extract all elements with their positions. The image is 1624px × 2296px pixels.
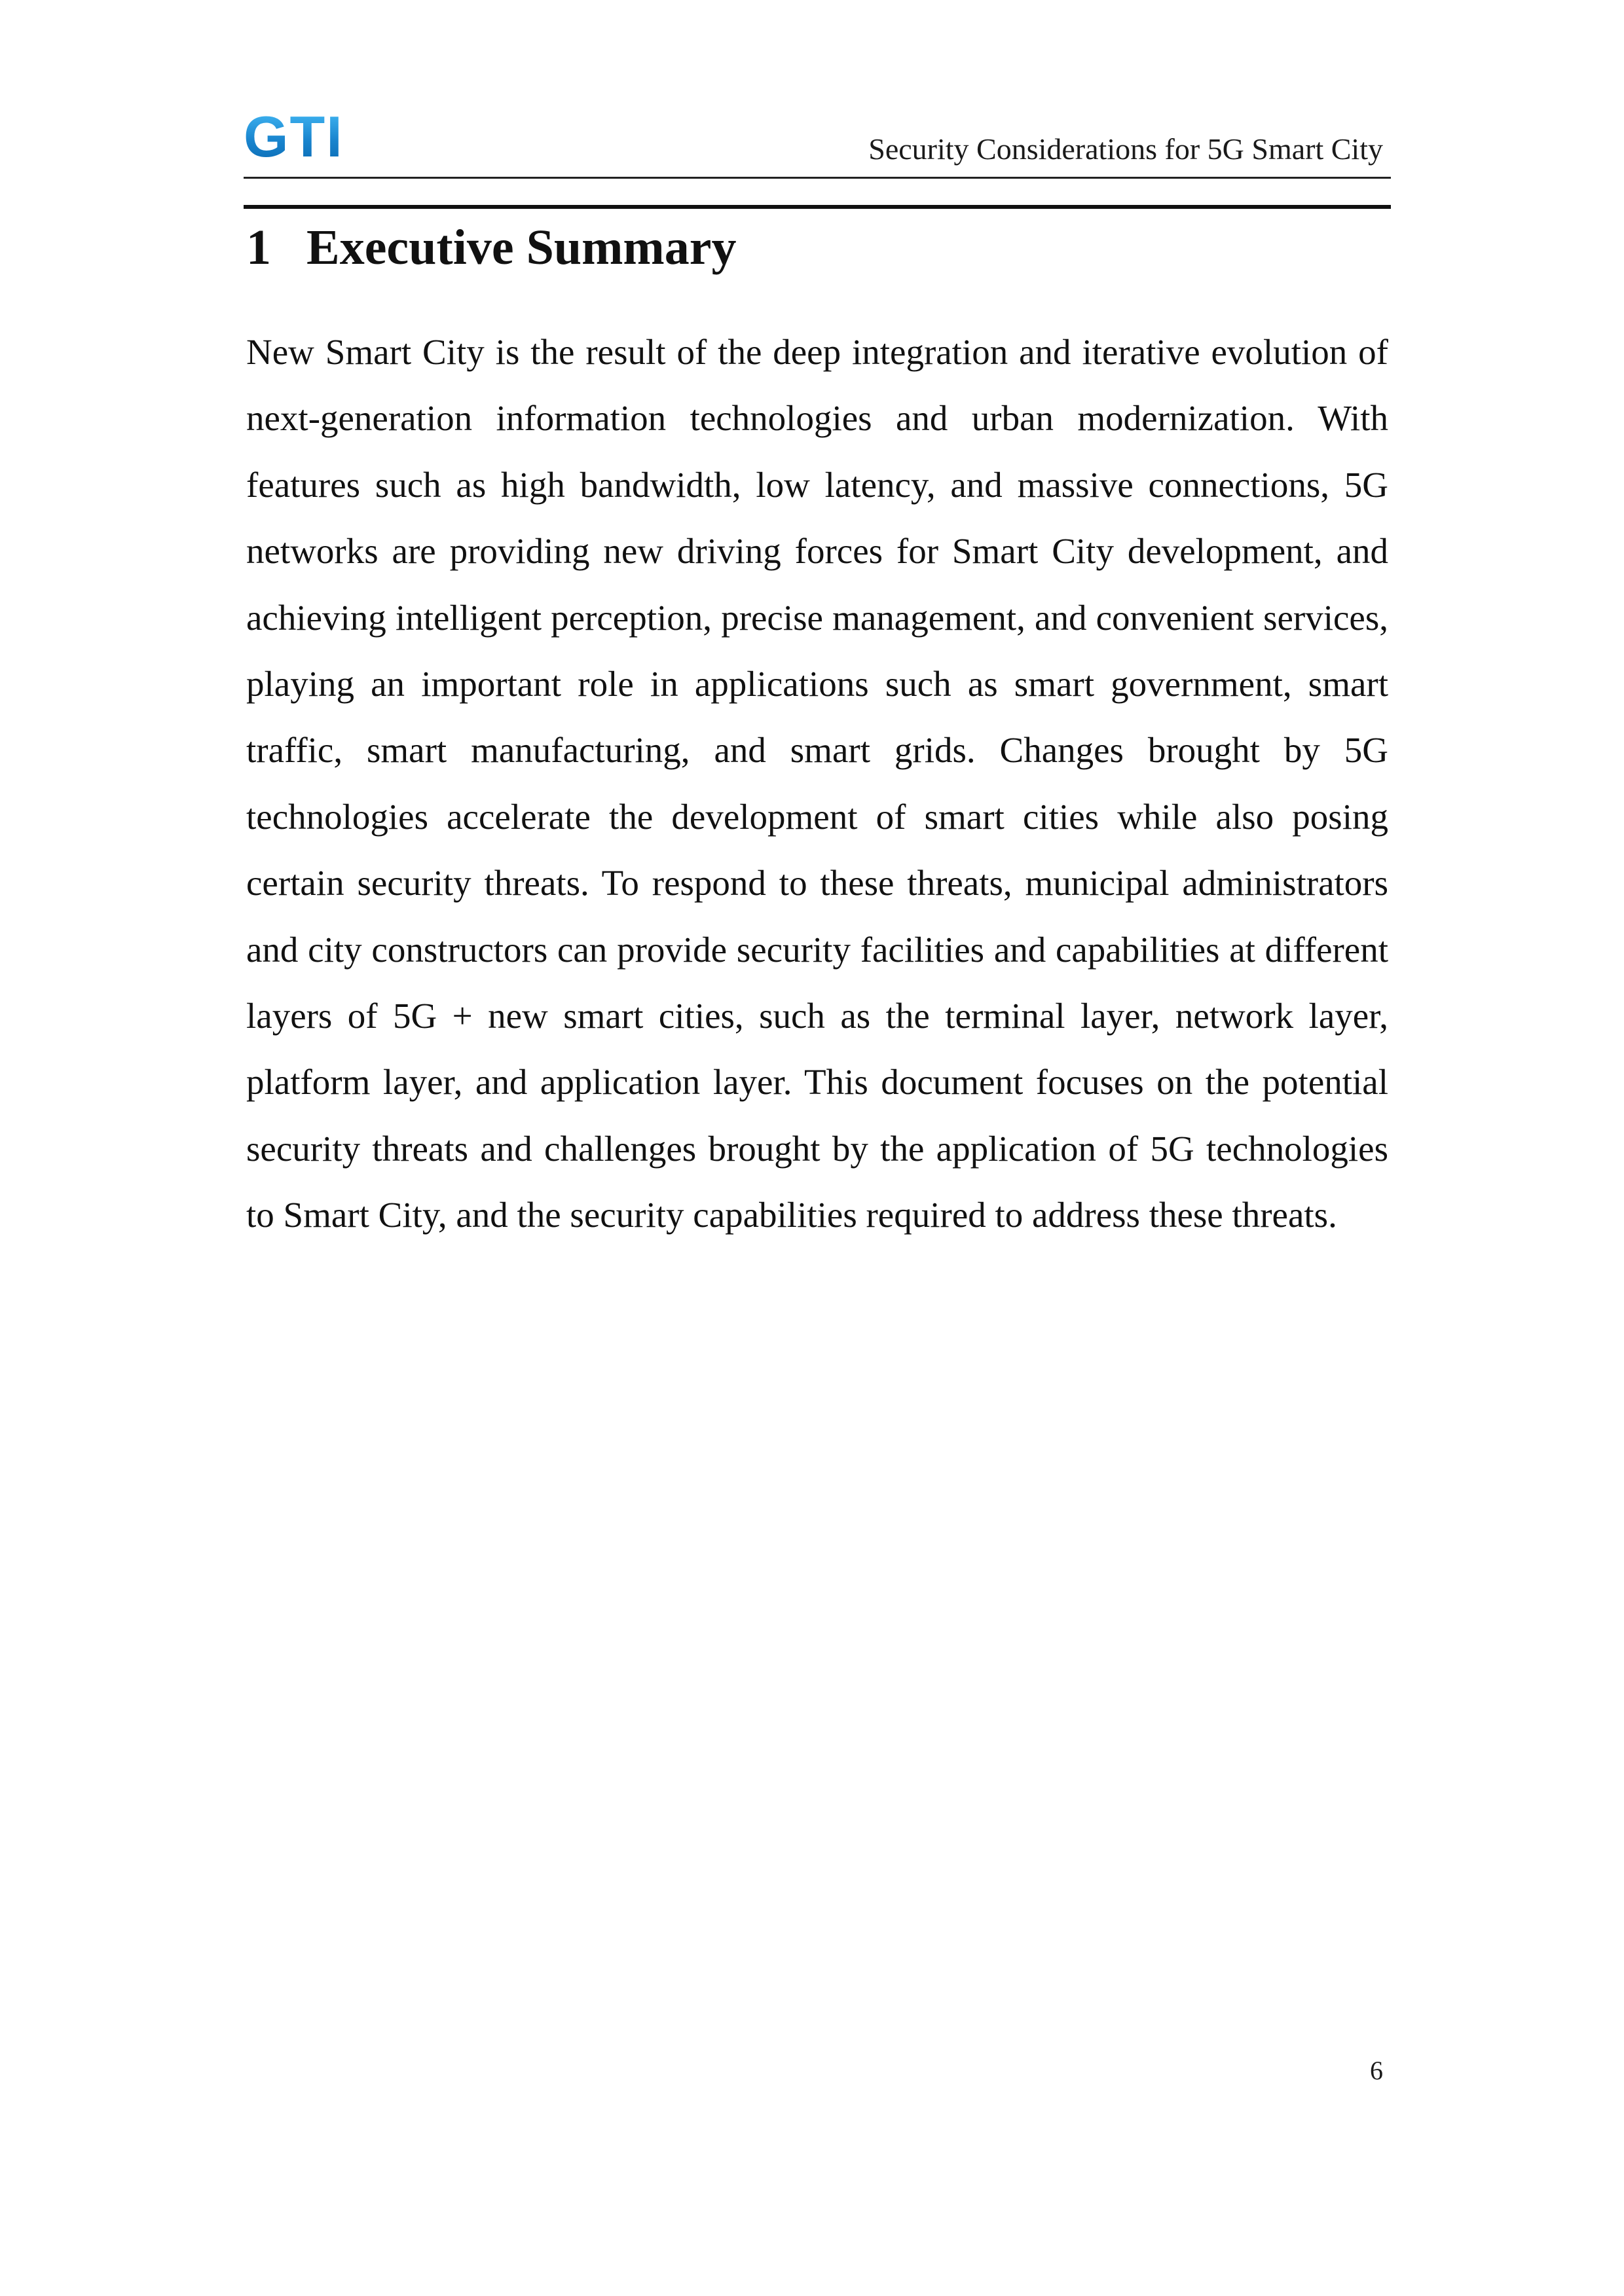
section-number: 1 bbox=[246, 220, 271, 275]
running-header-title: Security Considerations for 5G Smart City bbox=[868, 132, 1383, 166]
header-rule-thick bbox=[244, 205, 1391, 209]
page-number: 6 bbox=[1370, 2056, 1383, 2085]
section-heading bbox=[246, 215, 736, 280]
body-paragraph: New Smart City is the result of the deep integration and iterative evolution of next-generation information technologies and urban modernization. With features such as high bandwidth, low latency, and massive connections, 5G networks are providing new driving forces for Smart City development, and achieving intelligent perception, precise management, and convenient services, playing an important role in applications such as smart government, smart traffic, smart manufacturing, and smart grids. Changes brought by 5G technologies accelerate the development of smart cities while also posing certain security threats. To respond to these threats, municipal administrators and city constructors can provide security facilities and capabilities at different layers of 5G + new smart cities, such as the terminal layer, network layer, platform layer, and application layer. This document focuses on the potential security threats and challenges brought by the application of 5G technologies to Smart City, and the security capabilities required to address these threats. bbox=[246, 332, 1388, 1235]
gti-logo: GTI bbox=[244, 104, 344, 169]
header-rule-thin bbox=[244, 177, 1391, 179]
section-title: Executive Summary bbox=[306, 220, 737, 275]
